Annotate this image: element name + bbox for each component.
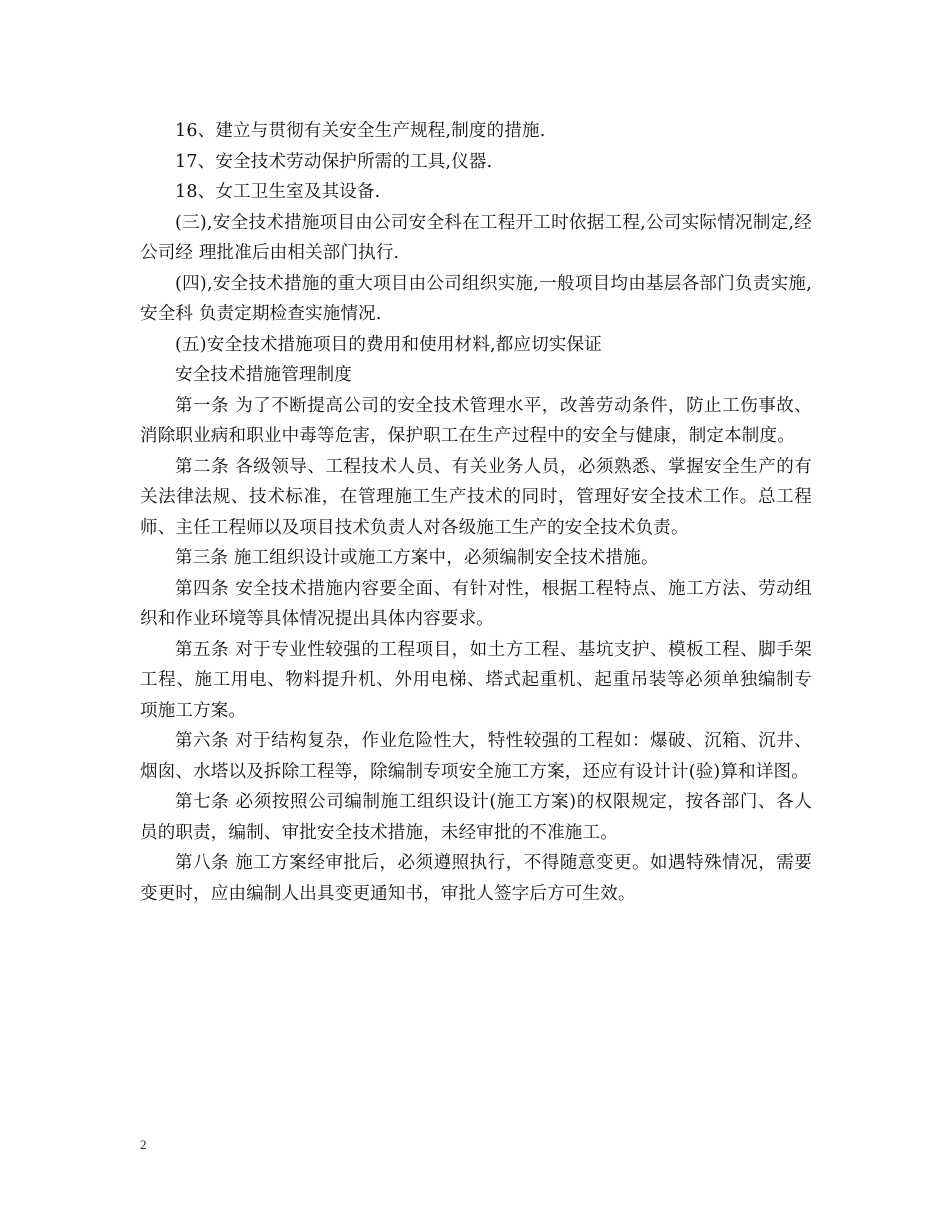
paragraph-item-18: 18、女工卫生室及其设备. [175,182,381,202]
article-2: 第二条 各级领导、工程技术人员、有关业务人员，必须熟悉、掌握安全生产的有关法律法规、技术标准，在管理施工生产技术的同时，管理好安全技术工作。总工程师、主任工程师以及项目技术负责人对各级施工生产的安全技术负责。 [140,456,812,538]
article-1: 第一条 为了不断提高公司的安全技术管理水平，改善劳动条件，防止工伤事故、消除职业病和职业中毒等危害，保护职工在生产过程中的安全与健康，制定本制度。 [140,395,812,446]
section-heading: 安全技术措施管理制度 [175,365,352,385]
paragraph-item-17: 17、安全技术劳动保护所需的工具,仪器. [175,151,493,172]
paragraph-item-16: 16、建立与贯彻有关安全生产规程,制度的措施. [175,121,546,141]
article-4: 第四条 安全技术措施内容要全面、有针对性，根据工程特点、施工方法、劳动组织和作业环境等具体情况提出具体内容要求。 [140,578,812,629]
article-7: 第七条 必须按照公司编制施工组织设计(施工方案)的权限规定，按各部门、各人员的职责，编制、审批安全技术措施，未经审批的不准施工。 [140,792,812,843]
document-body [140,116,812,909]
paragraph-section-4: (四),安全技术措施的重大项目由公司组织实施,一般项目均由基层各部门负责实施,安全科 负责定期检查实施情况. [140,273,812,324]
paragraph-section-5: (五)安全技术措施项目的费用和使用材料,都应切实保证 [175,334,602,355]
article-6: 第六条 对于结构复杂，作业危险性大，特性较强的工程如：爆破、沉箱、沉井、烟囱、水塔以及拆除工程等，除编制专项安全施工方案，还应有设计计(验)算和详图。 [140,731,812,782]
article-3: 第三条 施工组织设计或施工方案中，必须编制安全技术措施。 [175,548,659,568]
page-number: 2 [140,1137,147,1152]
paragraph-section-3: (三),安全技术措施项目由公司安全科在工程开工时依据工程,公司实际情况制定,经公司经 理批准后由相关部门执行. [140,212,812,263]
article-8: 第八条 施工方案经审批后，必须遵照执行，不得随意变更。如遇特殊情况，需要变更时，应由编制人出具变更通知书，审批人签字后方可生效。 [140,853,812,904]
article-5: 第五条 对于专业性较强的工程项目，如土方工程、基坑支护、模板工程、脚手架工程、施工用电、物料提升机、外用电梯、塔式起重机、起重吊装等必须单独编制专项施工方案。 [140,639,812,721]
